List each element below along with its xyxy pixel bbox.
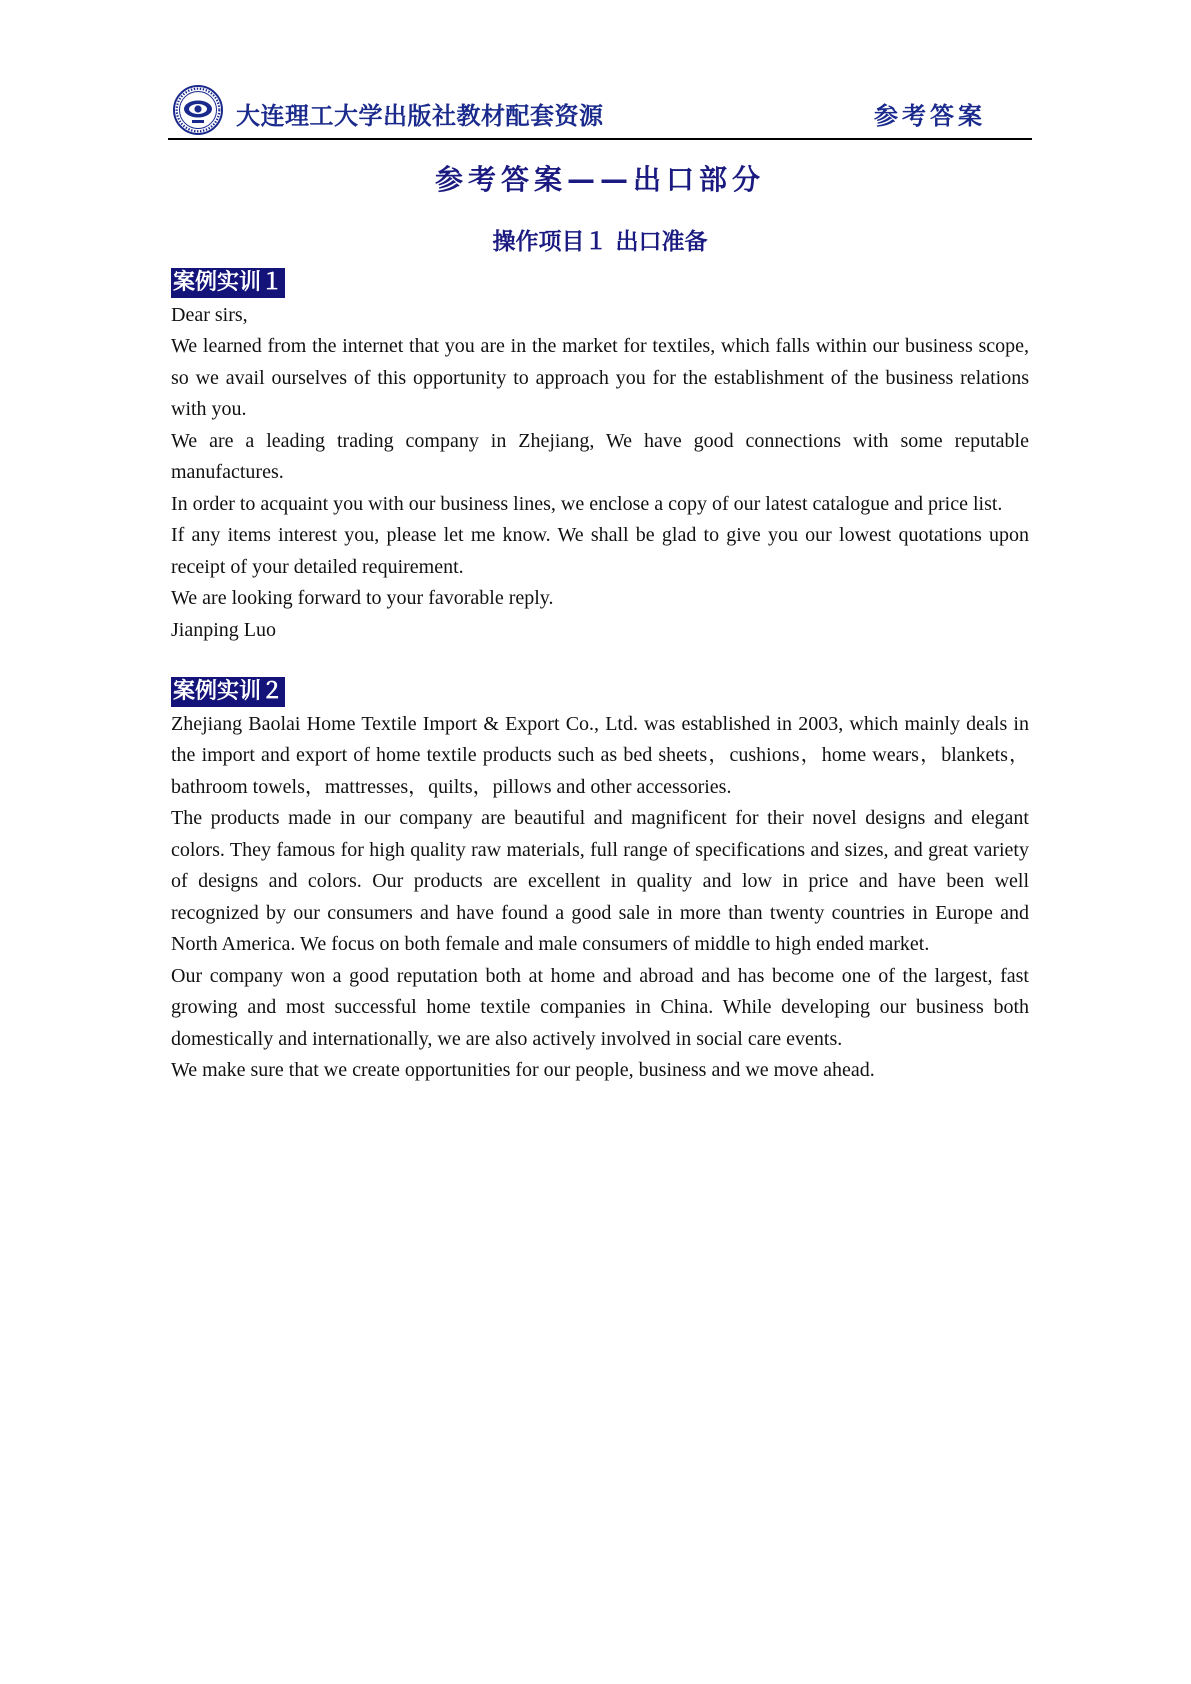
case-label: 案例实训１ [171,268,285,298]
paragraph: Our company won a good reputation both at home and abroad and has become one of the largest, fast growing and most successful home textile companies in China. While developing our business both domestically and internationally, we are also actively involved in social care events. [171,964,1029,1050]
signature: Jianping Luo [171,618,276,641]
paragraph: Zhejiang Baolai Home Textile Import & Export Co., Ltd. was established in 2003, which mainly deals in the import and export of home textile products such as bed sheets，cushions，home wears，blankets，bathroom towels，mattresses，quilts，pillows and other accessories. [171,712,1029,798]
case-section-2 [171,677,1029,1087]
paragraph: Dear sirs, [171,303,248,326]
paragraph: We are looking forward to your favorable reply. [171,587,554,609]
paragraph: We learned from the internet that you are in the market for textiles, which falls within our business scope, so we avail ourselves of this opportunity to approach you for the establishment of the business relations with you. [171,335,1029,420]
header-answer-label: 参考答案 [874,102,986,130]
page-header [168,82,1032,140]
university-seal-icon [172,84,224,136]
paragraph: The products made in our company are beautiful and magnificent for their novel designs and elegant colors. They famous for high quality raw materials, full range of specifications and sizes, and great variety of designs and colors. Our products are excellent in quality and low in price and have been well recognized by our consumers and have found a good sale in more than twenty countries in Europe and North America. We focus on both female and male consumers of middle to high ended market. [171,807,1029,955]
case-label: 案例实训２ [171,677,285,707]
paragraph: We are a leading trading company in Zhejiang, We have good connections with some reputable manufactures. [171,429,1029,483]
paragraph: In order to acquaint you with our business lines, we enclose a copy of our latest catalogue and price list. [171,492,1003,515]
paragraph: We make sure that we create opportunities for our people, business and we move ahead. [171,1059,875,1081]
paragraph: If any items interest you, please let me know. We shall be glad to give you our lowest quotations upon receipt of your detailed requirement. [171,524,1029,578]
page-title: 参考答案——出口部分 [434,163,765,196]
document-body [171,268,1029,1087]
case-section-1 [171,268,1029,646]
section-heading: 操作项目１ 出口准备 [492,229,708,255]
publisher-name: 大连理工大学出版社教材配套资源 [236,102,604,130]
